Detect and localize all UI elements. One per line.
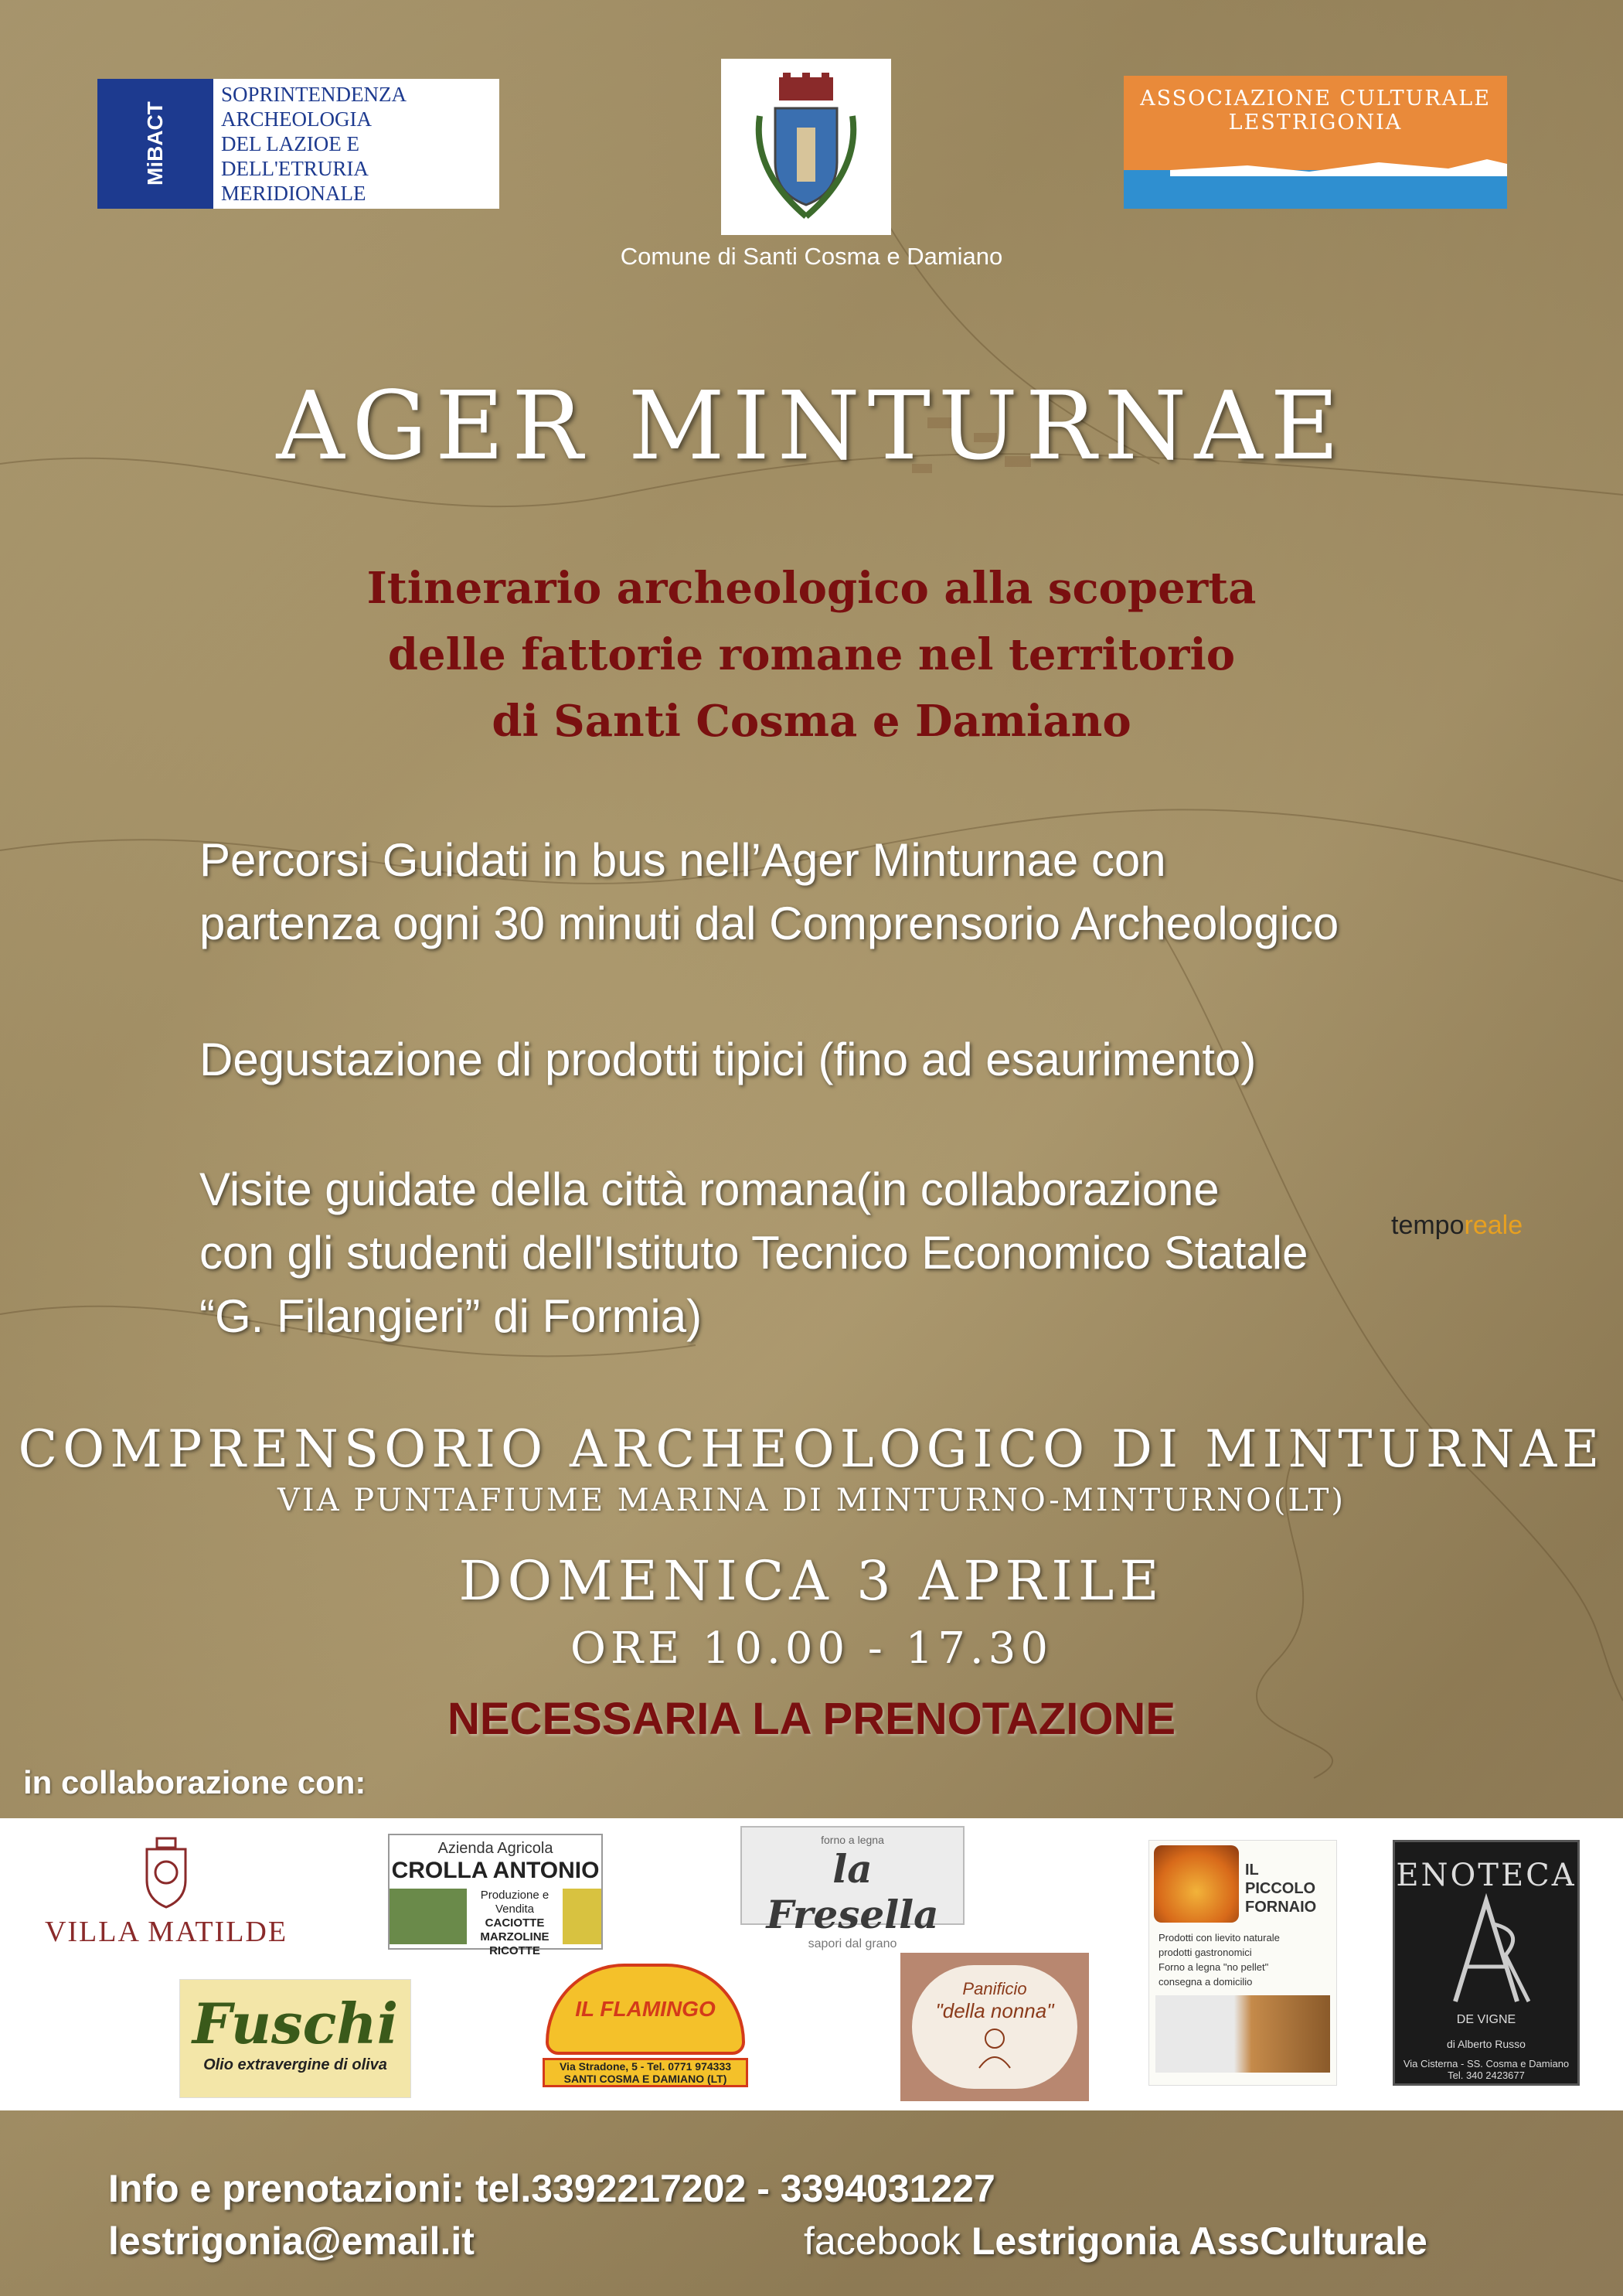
bus-tours-text [199, 829, 1339, 956]
association-line1: ASSOCIAZIONE CULTURALE [1140, 87, 1491, 111]
crest-icon [744, 70, 868, 224]
booking-note: NECESSARIA LA PRENOTAZIONE [447, 1694, 1176, 1744]
phone-numbers[interactable]: tel.3392217202 - 3394031227 [464, 2167, 995, 2210]
flamingo-addr: Via Stradone, 5 - Tel. 0771 974333 [559, 2060, 732, 2073]
crolla-top: Azienda Agricola [437, 1840, 553, 1857]
flamingo-city: SANTI COSMA E DAMIANO (LT) [563, 2073, 727, 2085]
panificio-della-nonna-logo [900, 1953, 1089, 2101]
crolla-line: MARZOLINE [480, 1930, 550, 1943]
comune-crest [721, 59, 891, 235]
event-hours: ORE 10.00 - 17.30 [570, 1623, 1053, 1674]
soprintendenza-line: ARCHEOLOGIA [221, 107, 372, 131]
enoteca-logo [1393, 1840, 1580, 2086]
event-date: DOMENICA 3 APRILE [458, 1549, 1165, 1613]
flamingo-name: IL FLAMINGO [575, 1997, 716, 2021]
enoteca-tel: Tel. 340 2423677 [1448, 2069, 1525, 2081]
lestrigonia-logo [1124, 76, 1507, 209]
soprintendenza-text [213, 82, 499, 206]
footer-info [108, 2166, 995, 2211]
fresella-top: forno a legna [821, 1834, 884, 1846]
enoteca-sub: DE VIGNE [1456, 2013, 1516, 2026]
page-title: AGER MINTURNAE [276, 371, 1347, 481]
fornaio-line: consegna a domicilio [1159, 1976, 1253, 1988]
fornaio-line: prodotti gastronomici [1159, 1947, 1252, 1958]
city-visits-text [199, 1158, 1308, 1348]
la-fresella-logo [740, 1826, 965, 1950]
panificio-top: Panificio [962, 1979, 1027, 1998]
subtitle-line: delle fattorie romane nel territorio [387, 629, 1236, 680]
watermark-part: reale [1464, 1211, 1523, 1240]
subtitle-line: Itinerario archeologico alla scoperta [366, 563, 1257, 614]
fresella-tag: sapori dal grano [808, 1937, 897, 1950]
fornaio-name: IL [1245, 1862, 1259, 1879]
fuschi-tag: Olio extravergine di oliva [203, 2056, 387, 2073]
goats-image [390, 1889, 467, 1944]
fornaio-line: Forno a legna "no pellet" [1159, 1961, 1269, 1973]
fuschi-name: Fuschi [192, 1991, 399, 2056]
bread-van-image [1155, 1995, 1330, 2073]
coastline-icon [1124, 155, 1507, 209]
fuschi-logo [179, 1979, 411, 2098]
crolla-antonio-logo [388, 1834, 603, 1957]
fresella-name: la Fresella [766, 1846, 939, 1937]
watermark-part: tempo [1391, 1211, 1465, 1240]
venue-name: COMPRENSORIO ARCHEOLOGICO DI MINTURNAE [18, 1419, 1605, 1479]
subtitle [0, 555, 1623, 755]
fornaio-name: FORNAIO [1245, 1899, 1317, 1916]
crolla-line: CACIOTTE [485, 1916, 545, 1930]
crolla-name: CROLLA ANTONIO [391, 1858, 600, 1883]
subtitle-line: di Santi Cosma e Damiano [492, 696, 1131, 747]
bus-tours-line: partenza ogni 30 minuti dal Comprensorio Archeologico [199, 898, 1339, 949]
collaboration-label: in collaborazione con: [23, 1764, 366, 1800]
tasting-text: Degustazione di prodotti tipici (fino ad esaurimento) [199, 1034, 1257, 1085]
villa-matilde-logo [31, 1834, 301, 1973]
facebook-label: facebook [804, 2219, 971, 2263]
oven-image [1154, 1845, 1239, 1923]
enoteca-addr: Via Cisterna - SS. Cosma e Damiano [1403, 2058, 1570, 2069]
sponsor-band [0, 1818, 1623, 2110]
info-label: Info e prenotazioni: [108, 2167, 465, 2210]
comune-name: Comune di Santi Cosma e Damiano [620, 243, 1003, 270]
footer-facebook[interactable] [804, 2219, 1427, 2264]
cheese-image [563, 1889, 601, 1944]
city-visits-line: con gli studenti dell'Istituto Tecnico Economico Statale [199, 1227, 1308, 1279]
soprintendenza-line: SOPRINTENDENZA [221, 83, 407, 106]
enoteca-name: ENOTECA [1396, 1858, 1577, 1893]
crolla-line: RICOTTE [489, 1944, 540, 1957]
il-flamingo-logo [530, 1956, 760, 2098]
fornaio-name: PICCOLO [1245, 1880, 1316, 1897]
facebook-name[interactable]: Lestrigonia AssCulturale [971, 2219, 1427, 2263]
baker-icon [956, 2023, 1033, 2069]
soprintendenza-line: DELL'ETRURIA MERIDIONALE [221, 157, 368, 205]
enoteca-monogram-icon [1432, 1893, 1540, 2009]
bus-tours-line: Percorsi Guidati in bus nell’Ager Minturnae con [199, 834, 1166, 886]
footer-email[interactable]: lestrigonia@email.it [108, 2219, 475, 2263]
soprintendenza-line: DEL LAZIOE E [221, 132, 359, 155]
fornaio-line: Prodotti con lievito naturale [1159, 1932, 1280, 1943]
panificio-name: "della nonna" [935, 1999, 1054, 2022]
mibact-logo [97, 79, 499, 209]
tempo-reale-watermark [1391, 1211, 1523, 1241]
mibact-mark: MiBACT [97, 79, 213, 209]
city-visits-line: Visite guidate della città romana(in collaborazione [199, 1163, 1220, 1215]
villa-matilde-crest-icon [135, 1834, 197, 1911]
city-visits-line: “G. Filangieri” di Formia) [199, 1290, 703, 1342]
association-line2: LESTRIGONIA [1228, 111, 1403, 135]
villa-matilde-name: VILLA MATILDE [44, 1916, 288, 1948]
crolla-line: Produzione e Vendita [480, 1889, 550, 1916]
enoteca-owner: di Alberto Russo [1447, 2038, 1526, 2050]
venue-address: VIA PUNTAFIUME MARINA DI MINTURNO-MINTURNO(LT) [277, 1483, 1346, 1518]
il-piccolo-fornaio-logo [1148, 1840, 1337, 2086]
